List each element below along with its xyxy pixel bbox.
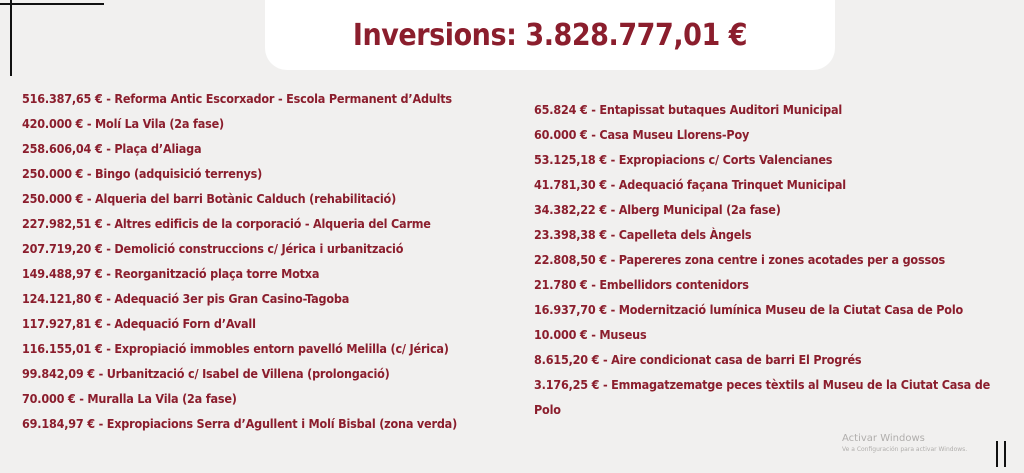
list-item: 420.000 € - Molí La Vila (2a fase)	[22, 116, 224, 131]
list-item: 117.927,81 € - Adequació Forn d’Avall	[22, 316, 256, 331]
corner-line-horizontal	[0, 3, 104, 5]
list-item: 70.000 € - Muralla La Vila (2a fase)	[22, 391, 237, 406]
list-item: 21.780 € - Embellidors contenidors	[534, 277, 749, 292]
list-item: 8.615,20 € - Aire condicionat casa de barri El Progrés	[534, 352, 862, 367]
list-item: 116.155,01 € - Expropiació immobles entorn pavelló Melilla (c/ Jérica)	[22, 341, 449, 356]
list-item: 65.824 € - Entapissat butaques Auditori Municipal	[534, 102, 843, 117]
list-item: 41.781,30 € - Adequació façana Trinquet Municipal	[534, 177, 846, 192]
list-item: 516.387,65 € - Reforma Antic Escorxador - Escola Permanent d’Adults	[22, 91, 452, 106]
list-item: 22.808,50 € - Papereres zona centre i zones acotades per a gossos	[534, 252, 945, 267]
corner-line-bottom-right	[1004, 441, 1006, 467]
list-item: 3.176,25 € - Emmagatzematge peces tèxtils al Museu de la Ciutat Casa de Polo	[534, 377, 991, 417]
list-item: 10.000 € - Museus	[534, 327, 647, 342]
page-title: Inversions: 3.828.777,01 €	[352, 17, 748, 53]
list-item: 99.842,09 € - Urbanització c/ Isabel de Villena (prolongació)	[22, 366, 390, 381]
list-item: 207.719,20 € - Demolició construccions c/ Jérica i urbanització	[22, 241, 404, 256]
right-investment-list	[534, 97, 1004, 422]
list-item: 250.000 € - Alqueria del barri Botànic Calduch (rehabilitació)	[22, 191, 397, 206]
watermark-subtitle: Ve a Configuración para activar Windows.	[842, 446, 968, 453]
watermark-title: Activar Windows	[842, 433, 925, 444]
windows-activation-watermark	[842, 433, 967, 454]
list-item: 258.606,04 € - Plaça d’Aliaga	[22, 141, 202, 156]
list-item: 60.000 € - Casa Museu Llorens-Poy	[534, 127, 750, 142]
list-item: 16.937,70 € - Modernització lumínica Museu de la Ciutat Casa de Polo	[534, 302, 963, 317]
left-investment-list	[22, 86, 522, 436]
list-item: 34.382,22 € - Alberg Municipal (2a fase)	[534, 202, 781, 217]
title-banner	[265, 0, 835, 70]
corner-line-vertical	[10, 0, 12, 76]
corner-line-bottom-right	[996, 441, 998, 467]
list-item: 124.121,80 € - Adequació 3er pis Gran Casino-Tagoba	[22, 291, 350, 306]
list-item: 23.398,38 € - Capelleta dels Àngels	[534, 227, 752, 242]
list-item: 227.982,51 € - Altres edificis de la corporació - Alqueria del Carme	[22, 216, 431, 231]
list-item: 149.488,97 € - Reorganització plaça torre Motxa	[22, 266, 320, 281]
list-item: 250.000 € - Bingo (adquisició terrenys)	[22, 166, 263, 181]
list-item: 53.125,18 € - Expropiacions c/ Corts Valencianes	[534, 152, 833, 167]
list-item: 69.184,97 € - Expropiacions Serra d’Agullent i Molí Bisbal (zona verda)	[22, 416, 458, 431]
